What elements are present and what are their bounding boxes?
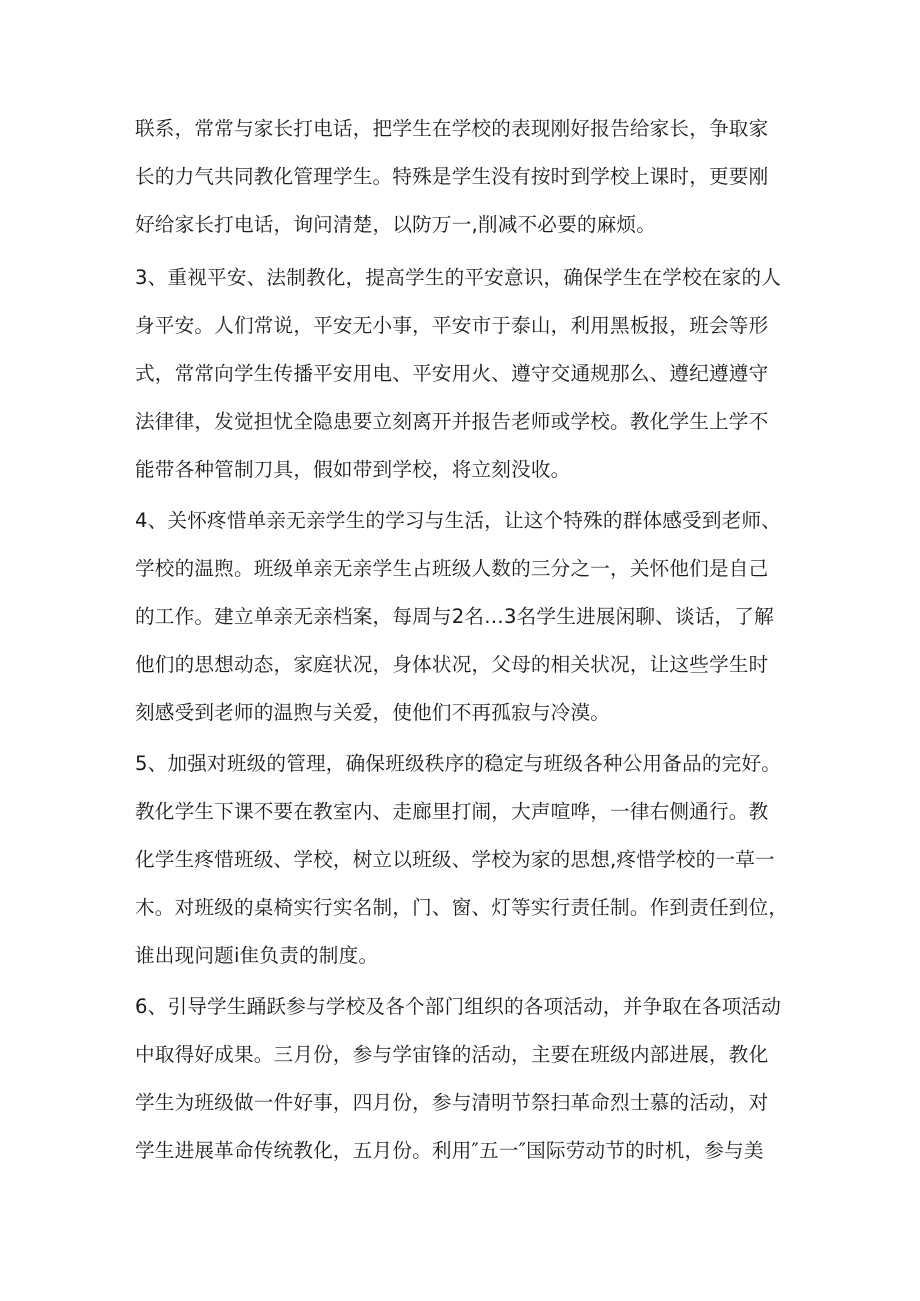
text-line: 学生进展革命传统教化，五月份。利用″五一″国际劳动节的时机，参与美 bbox=[135, 1139, 764, 1162]
text-line: 4、关怀疼惜单亲无亲学生的学习与生活，让这个特殊的群体感受到老师、 bbox=[135, 509, 782, 532]
text-line: 6、引导学生踊跃参与学校及各个部门组织的各项活动，并争取在各项活动 bbox=[135, 995, 782, 1018]
text-line: 式，常常向学生传播平安用电、平安用火、遵守交通规那么、遵纪遵遵守 bbox=[135, 362, 769, 385]
text-line: 他们的思想动态，家庭状况，身体状况，父母的相关状况，让这些学生时 bbox=[135, 653, 769, 676]
text-line: 学校的温煦。班级单亲无亲学生占班级人数的三分之一，关怀他们是自己 bbox=[135, 557, 769, 580]
text-line: 身平安。人们常说，平安无小事，平安市于泰山，利用黑板报，班会等形 bbox=[135, 314, 769, 337]
text-line: 刻感受到老师的温煦与关爱，使他们不再孤寂与冷漠。 bbox=[135, 701, 611, 724]
text-line: 3、重视平安、法制教化，提高学生的平安意识，确保学生在学校在家的人 bbox=[135, 266, 782, 289]
text-line: 5、加强对班级的管理，确保班级秩序的稳定与班级各种公用备品的完好。 bbox=[135, 752, 782, 775]
text-line: 联系，常常与家长打电话，把学生在学校的表现刚好报告给家长，争取家 bbox=[135, 117, 769, 140]
text-line: 木。对班级的桌椅实行实名制，门、窗、灯等实行责任制。作到责任到位， bbox=[135, 896, 789, 919]
text-line: 能带各种管制刀具，假如带到学校，将立刻没收。 bbox=[135, 458, 571, 481]
text-line: 谁出现问题i隹负责的制度。 bbox=[135, 944, 379, 967]
text-line: 教化学生下课不要在教室内、走廊里打闹，大声喧哗，一律右侧通行。教 bbox=[135, 800, 769, 823]
text-line: 好给家长打电话，询问清楚，以防万一,削减不必要的麻烦。 bbox=[135, 213, 657, 236]
text-line: 化学生疼惜班级、学校，树立以班级、学校为家的思想,疼惜学校的一草一 bbox=[135, 848, 775, 871]
text-line: 长的力气共同教化管理学生。特殊是学生没有按时到学校上课时，更要刚 bbox=[135, 165, 769, 188]
text-line: 学生为班级做一件好事，四月份，参与清明节祭扫革命烈士慕的活动，对 bbox=[135, 1091, 769, 1114]
text-line: 的工作。建立单亲无亲档案，每周与2名…3名学生进展闲聊、谈话，了解 bbox=[135, 605, 774, 628]
text-line: 法律律，发觉担忧全隐患要立刻离开并报告老师或学校。教化学生上学不 bbox=[135, 410, 769, 433]
text-line: 中取得好成果。三月份，参与学宙锋的活动，主要在班级内部进展，教化 bbox=[135, 1043, 769, 1066]
